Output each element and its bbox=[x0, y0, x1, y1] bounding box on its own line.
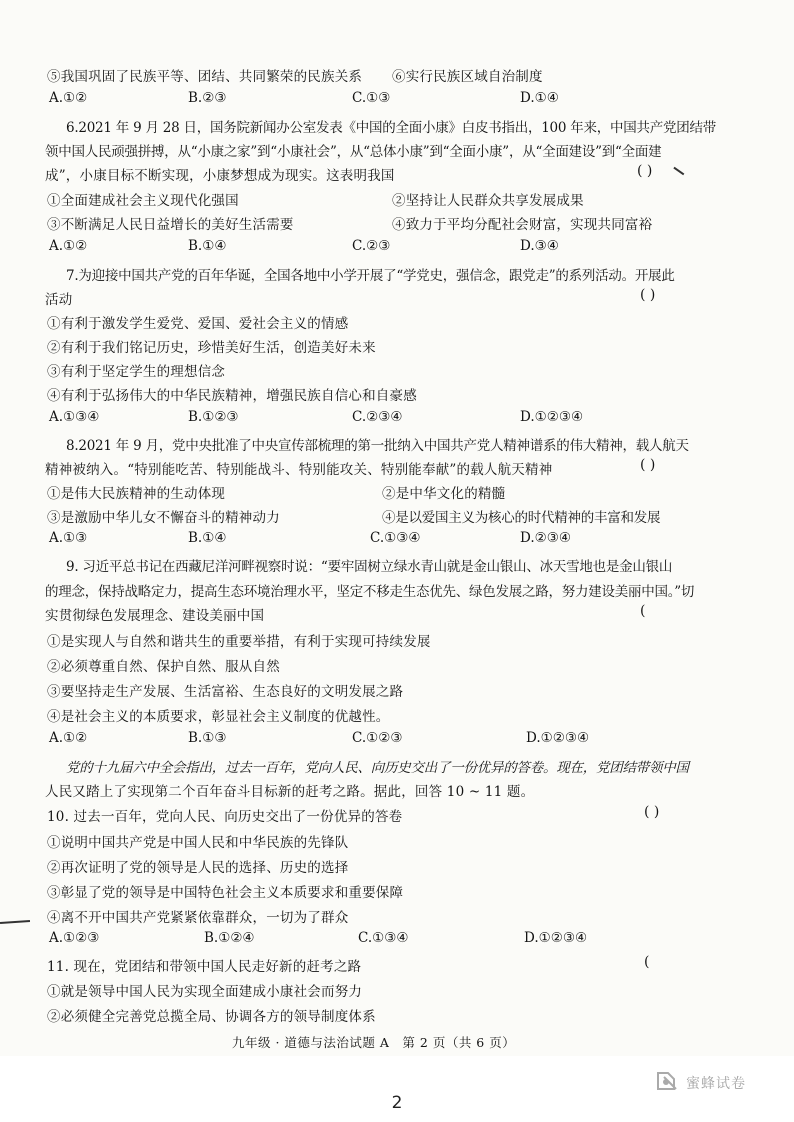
q7-choice-d: D.①②③④ bbox=[520, 409, 584, 425]
q11-answer-paren: ( bbox=[644, 954, 650, 970]
q7-choice-b: B.①②③ bbox=[188, 409, 239, 425]
q11-statement-1: ①就是领导中国人民为实现全面建成小康社会而努力 bbox=[47, 984, 363, 1000]
q8-choice-a: A.①③ bbox=[49, 530, 88, 546]
q9-statement-4: ④是社会主义的本质要求，彰显社会主义制度的优越性。 bbox=[47, 709, 390, 725]
q6-choice-d: D.③④ bbox=[520, 238, 559, 254]
q6-statement-4: ④致力于平均分配社会财富，实现共同富裕 bbox=[392, 217, 653, 233]
q8-statement-2: ②是中华文化的精髓 bbox=[382, 486, 506, 502]
q5-choice-b: B.②③ bbox=[188, 90, 227, 106]
q9-statement-1: ①是实现人与自然和谐共生的重要举措，有利于实现可持续发展 bbox=[47, 634, 431, 650]
q6-choice-c: C.②③ bbox=[352, 238, 391, 254]
q6-choice-b: B.①④ bbox=[188, 238, 227, 254]
q10-statement-3: ③彰显了党的领导是中国特色社会主义本质要求和重要保障 bbox=[47, 885, 404, 901]
q5-option-5: ⑤我国巩固了民族平等、团结、共同繁荣的民族关系 bbox=[47, 69, 363, 85]
q6-statement-1: ①全面建成社会主义现代化强国 bbox=[47, 193, 239, 209]
q7-stem-line2: 活动 bbox=[45, 292, 73, 308]
q8-choice-d: D.②③④ bbox=[520, 530, 571, 546]
q10-statement-1: ①说明中国共产党是中国人民和中华民族的先锋队 bbox=[47, 835, 349, 851]
q5-choice-a: A.①② bbox=[49, 90, 88, 106]
q6-stem-line2: 领中国人民顽强拼搏，从“小康之家”到“小康社会”，从“总体小康”到“全面小康”，从“全面建设”到“全面建 bbox=[45, 144, 662, 160]
q6-statement-2: ②坚持让人民群众共享发展成果 bbox=[392, 193, 584, 209]
q5-option-6: ⑥实行民族区域自治制度 bbox=[392, 69, 543, 85]
q7-statement-1: ①有利于激发学生爱党、爱国、爱社会主义的情感 bbox=[47, 316, 349, 332]
q9-choice-c: C.①②③ bbox=[352, 730, 403, 746]
scan-artifact-tick bbox=[674, 167, 685, 175]
q9-stem-line2: 的理念，保持战略定力，提高生态环境治理水平，坚定不移走生态优先、绿色发展之路，努力建设美丽中国。”切 bbox=[45, 584, 695, 600]
q8-statement-3: ③是激励中华儿女不懈奋斗的精神动力 bbox=[47, 510, 280, 526]
q8-statement-4: ④是以爱国主义为核心的时代精神的丰富和发展 bbox=[382, 510, 661, 526]
q6-stem-line3: 成”，小康目标不断实现，小康梦想成为现实。这表明我国 bbox=[45, 168, 395, 184]
page-footer: 九年级 · 道德与法治试题 A 第 2 页（共 6 页） bbox=[232, 1035, 516, 1050]
q6-statement-3: ③不断满足人民日益增长的美好生活需要 bbox=[47, 217, 294, 233]
q9-statement-2: ②必须尊重自然、保护自然、服从自然 bbox=[47, 659, 280, 675]
q10-choice-c: C.①③④ bbox=[358, 930, 409, 946]
q7-choice-a: A.①③④ bbox=[49, 409, 100, 425]
q9-choice-d: D.①②③④ bbox=[526, 730, 590, 746]
q8-choice-b: B.①④ bbox=[188, 530, 227, 546]
q6-answer-paren: ( ) bbox=[637, 163, 653, 179]
page-number: 2 bbox=[391, 1093, 403, 1113]
q6-choice-a: A.①② bbox=[49, 238, 88, 254]
q11-statement-2: ②必须健全完善党总揽全局、协调各方的领导制度体系 bbox=[47, 1009, 376, 1025]
q8-answer-paren: ( ) bbox=[640, 457, 656, 473]
scan-artifact-mark bbox=[0, 920, 30, 924]
q10-choice-b: B.①②④ bbox=[204, 930, 255, 946]
q5-choice-d: D.①④ bbox=[520, 90, 559, 106]
q7-stem-line1: 7.为迎接中国共产党的百年华诞，全国各地中小学开展了“学党史，强信念，跟党走”的系列活动。开展此 bbox=[66, 268, 675, 284]
q8-stem-line2: 精神被纳入。“特别能吃苦、特别能战斗、特别能攻关、特别能奉献”的载人航天精神 bbox=[45, 462, 553, 478]
q8-statement-1: ①是伟大民族精神的生动体现 bbox=[47, 486, 226, 502]
q8-choice-c: C.①③④ bbox=[370, 530, 421, 546]
q8-stem-line1: 8.2021 年 9 月，党中央批准了中央宣传部梳理的第一批纳入中国共产党人精神谱系的伟大精神，载人航天 bbox=[66, 438, 689, 454]
q7-statement-3: ③有利于坚定学生的理想信念 bbox=[47, 364, 226, 380]
q9-stem-line3: 实贯彻绿色发展理念、建设美丽中国 bbox=[45, 608, 265, 624]
q11-stem: 11. 现在，党团结和带领中国人民走好新的赶考之路 bbox=[47, 959, 362, 975]
q10-stem: 10. 过去一百年，党向人民、向历史交出了一份优异的答卷 bbox=[47, 809, 403, 825]
q9-stem-line1: 9. 习近平总书记在西藏尼洋河畔视察时说：“要牢固树立绿水青山就是金山银山、冰天雪地也是金山银山 bbox=[66, 559, 673, 575]
q9-choice-a: A.①② bbox=[49, 730, 88, 746]
material-line1: 党的十九届六中全会指出，过去一百年，党向人民、向历史交出了一份优异的答卷。现在，党团结带领中国 bbox=[66, 760, 689, 776]
q10-statement-2: ②再次证明了党的领导是人民的选择、历史的选择 bbox=[47, 860, 349, 876]
q9-choice-b: B.①③ bbox=[188, 730, 227, 746]
q10-choice-a: A.①②③ bbox=[49, 930, 100, 946]
q7-choice-c: C.②③④ bbox=[352, 409, 403, 425]
q9-statement-3: ③要坚持走生产发展、生活富裕、生态良好的文明发展之路 bbox=[47, 684, 404, 700]
q9-answer-paren: ( bbox=[640, 603, 646, 619]
q7-statement-4: ④有利于弘扬伟大的中华民族精神，增强民族自信心和自豪感 bbox=[47, 388, 417, 404]
q7-statement-2: ②有利于我们铭记历史，珍惜美好生活，创造美好未来 bbox=[47, 340, 376, 356]
q5-choice-c: C.①③ bbox=[352, 90, 391, 106]
q10-choice-d: D.①②③④ bbox=[524, 930, 588, 946]
material-line2: 人民又踏上了实现第二个百年奋斗目标新的赶考之路。据此，回答 10 ~ 11 题。 bbox=[45, 784, 535, 800]
q7-answer-paren: ( ) bbox=[640, 287, 656, 303]
q10-answer-paren: ( ) bbox=[644, 804, 660, 820]
q10-statement-4: ④离不开中国共产党紧紧依靠群众，一切为了群众 bbox=[47, 910, 349, 926]
q6-stem-line1: 6.2021 年 9 月 28 日，国务院新闻办公室发表《中国的全面小康》白皮书指出，100 年来，中国共产党团结带 bbox=[66, 120, 717, 136]
watermark-text: 蜜蜂试卷 bbox=[686, 1076, 746, 1092]
